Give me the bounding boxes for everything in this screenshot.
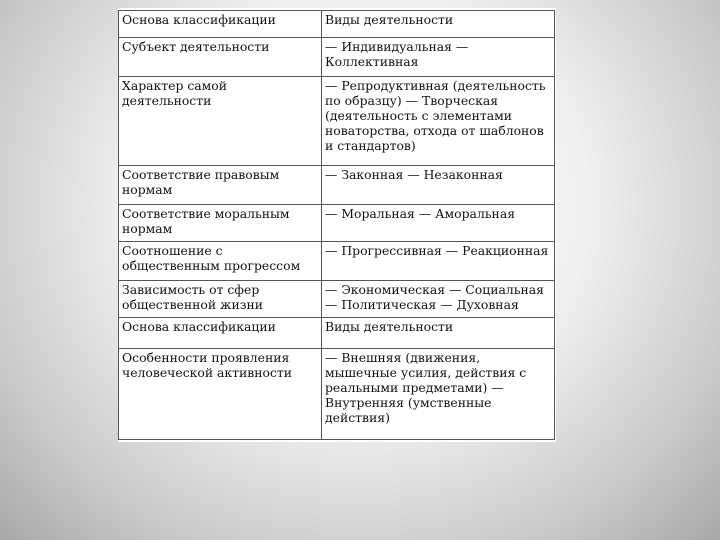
basis-cell: Соотношение с общественным прогрессом xyxy=(119,242,322,281)
basis-cell: Особенности проявления человеческой активности xyxy=(119,349,322,440)
basis-cell: Зависимость от сфер общественной жизни xyxy=(119,281,322,318)
table-row xyxy=(119,166,555,205)
table-row xyxy=(119,281,555,318)
types-cell: — Внешняя (движения, мышечные усилия, действия с реальными предметами) — Внутренняя (умственные действия) xyxy=(322,349,555,440)
table-row xyxy=(119,77,555,166)
table-row xyxy=(119,349,555,440)
basis-cell: Соответствие моральным нормам xyxy=(119,205,322,242)
types-cell: — Репродуктивная (деятельность по образцу) — Творческая (деятельность с элементами новаторства, отхода от шаблонов и стандартов) xyxy=(322,77,555,166)
header-cell-types: Виды деятельности xyxy=(322,318,555,349)
header-cell-basis: Основа классификации xyxy=(119,11,322,38)
classification-table-2 xyxy=(118,317,555,440)
table-row xyxy=(119,205,555,242)
basis-cell: Соответствие правовым нормам xyxy=(119,166,322,205)
basis-cell: Характер самой деятельности xyxy=(119,77,322,166)
types-cell: — Индивидуальная — Коллективная xyxy=(322,38,555,77)
header-cell-types: Виды деятельности xyxy=(322,11,555,38)
types-cell: — Экономическая — Социальная — Политическая — Духовная xyxy=(322,281,555,318)
table-header-row xyxy=(119,11,555,38)
types-cell: — Законная — Незаконная xyxy=(322,166,555,205)
basis-cell: Субъект деятельности xyxy=(119,38,322,77)
types-cell: — Моральная — Аморальная xyxy=(322,205,555,242)
header-cell-basis: Основа классификации xyxy=(119,318,322,349)
table-row xyxy=(119,242,555,281)
table-row xyxy=(119,38,555,77)
table-header-row xyxy=(119,318,555,349)
types-cell: — Прогрессивная — Реакционная xyxy=(322,242,555,281)
classification-table-1 xyxy=(118,10,555,318)
